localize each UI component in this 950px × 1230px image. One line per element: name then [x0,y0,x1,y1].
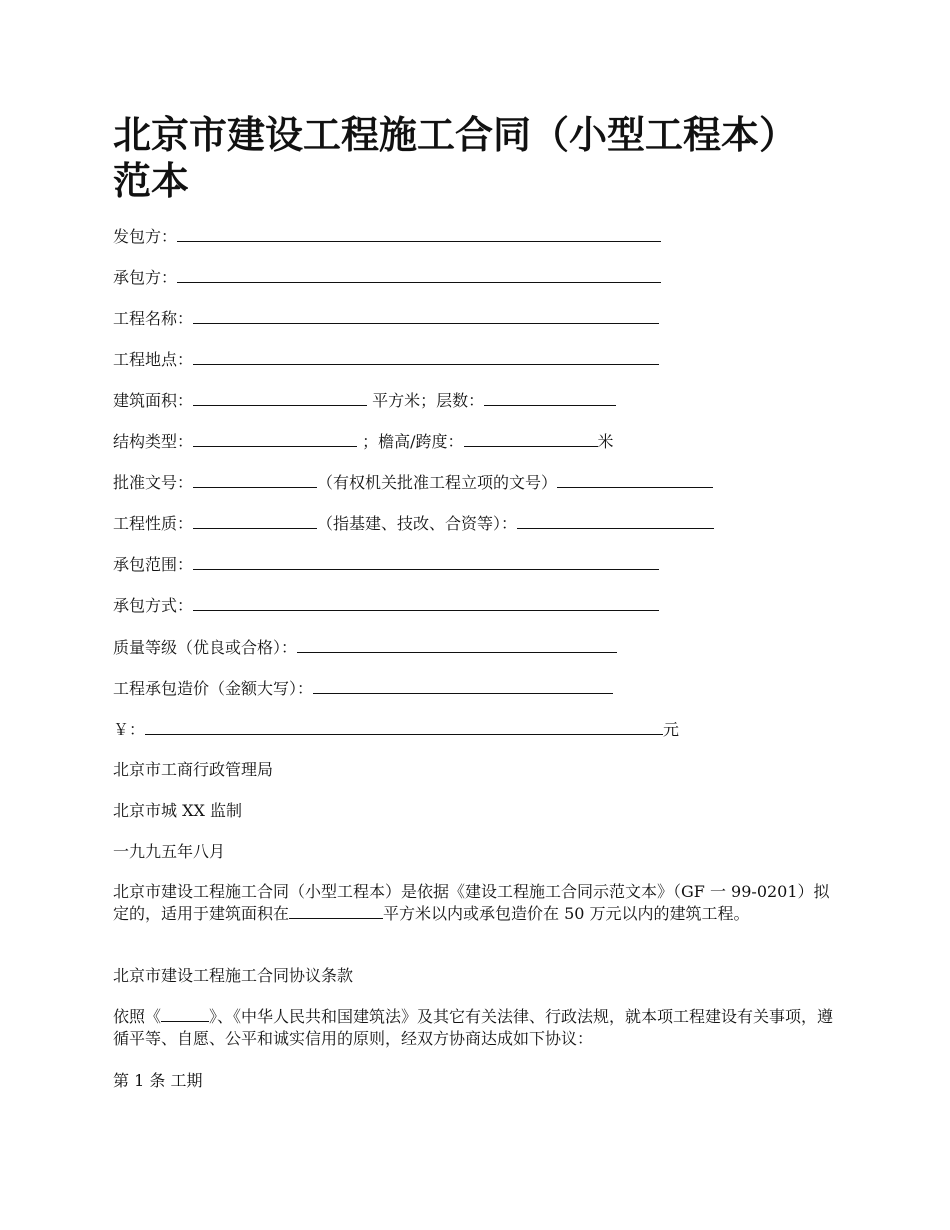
issue-date: 一九九五年八月 [113,842,226,861]
scope-label: 承包范围： [113,555,194,574]
building-area-line [113,389,616,412]
basis-text-2: 》、《中华人民共和国建筑法》及其它有关法律、行政法规，就本项工程建设有关事项，遵循平等、自愿、公平和诚实信用的原则，经双方协商达成如下协议： [113,1007,834,1048]
contractor-label: 承包方： [113,268,178,287]
project-name-field[interactable] [193,307,659,324]
nature-note: （指基建、技改、合资等）： [317,514,518,533]
project-name-line [113,307,659,330]
issuer-bureau: 北京市工商行政管理局 [113,760,274,779]
price-line [113,677,613,700]
contractor-field[interactable] [177,266,661,283]
project-nature-line [113,512,714,535]
project-location-field[interactable] [193,348,659,365]
approval-note: （有权机关批准工程立项的文号） [317,473,558,492]
intro-paragraph [113,881,841,925]
basis-text-1: 依照《 [113,1007,162,1026]
agreement-title: 北京市建设工程施工合同协议条款 [113,966,354,985]
floors-field[interactable] [484,389,616,406]
intro-text-1: 北京市建设工程施工合同（小型工程本）是依据《建设工程施工合同示范文本》（GF 一 99-0201）拟定的，适用于建筑面积在 [113,882,830,923]
project-name-label: 工程名称： [113,309,194,328]
project-nature-field[interactable] [193,512,317,529]
approval-no-line [113,471,713,494]
scope-line [113,553,659,576]
building-area-label: 建筑面积： [113,391,194,410]
yuan-unit: 元 [663,720,680,739]
project-location-line [113,348,659,371]
structure-type-field[interactable] [193,430,357,447]
method-label: 承包方式： [113,596,194,615]
approval-doc-field[interactable] [557,471,713,488]
quality-label: 质量等级（优良或合格）： [113,638,298,657]
structure-type-line [113,430,614,453]
amount-field[interactable] [145,718,663,735]
nature-detail-field[interactable] [517,512,714,529]
scope-field[interactable] [193,553,659,570]
price-field[interactable] [313,677,613,694]
quality-field[interactable] [297,636,617,653]
basis-paragraph [113,1006,841,1050]
eave-height-field[interactable] [464,430,598,447]
building-area-field[interactable] [193,389,367,406]
structure-type-label: 结构类型： [113,432,194,451]
law-name-field[interactable] [161,1007,209,1022]
amount-line [113,718,679,741]
eave-height-label: ；檐高/跨度： [362,432,464,451]
intro-text-2: 平方米以内或承包造价在 50 万元以内的建筑工程。 [383,904,750,923]
article-1-heading: 第 1 条 工期 [113,1071,203,1090]
contractor-line [113,266,661,289]
project-nature-label: 工程性质： [113,514,194,533]
meter-unit: 米 [597,432,614,451]
area-unit-floors-label: 平方米；层数： [372,391,485,410]
project-location-label: 工程地点： [113,350,194,369]
document-title: 北京市建设工程施工合同（小型工程本）范本 [113,113,798,203]
approval-no-label: 批准文号： [113,473,194,492]
method-line [113,594,659,617]
employer-label: 发包方： [113,227,178,246]
employer-line [113,225,661,248]
price-label: 工程承包造价（金额大写）： [113,679,314,698]
quality-line [113,636,617,659]
area-limit-field[interactable] [289,904,383,919]
employer-field[interactable] [177,225,661,242]
currency-symbol: ￥： [113,720,146,739]
approval-no-field[interactable] [193,471,317,488]
method-field[interactable] [193,594,659,611]
issuer-supervisor: 北京市城 XX 监制 [113,801,242,820]
